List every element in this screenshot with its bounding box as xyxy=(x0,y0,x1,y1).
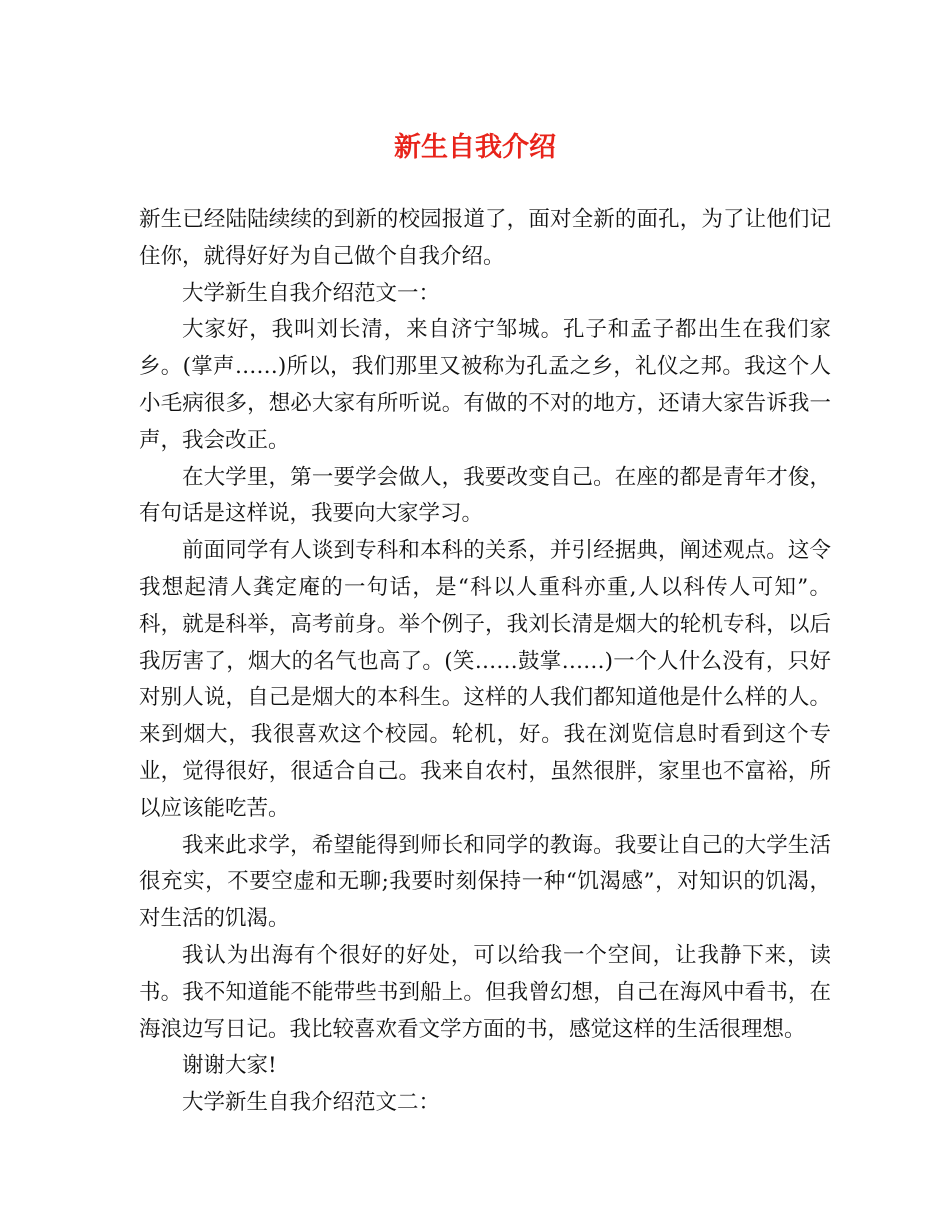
paragraph-university: 在大学里，第一要学会做人，我要改变自己。在座的都是青年才俊，有句话是这样说，我要向大家学习。 xyxy=(139,464,831,527)
paragraph-greeting: 大家好，我叫刘长清，来自济宁邹城。孔子和孟子都出生在我们家乡。(掌声……)所以，我们那里又被称为孔孟之乡，礼仪之邦。我这个人小毛病很多，想必大家有所听说。有做的不对的地方，还请大家告诉我一声，我会改正。 xyxy=(139,317,831,453)
document-title: 新生自我介绍 xyxy=(394,132,556,163)
paragraph-study-goals: 我来此求学，希望能得到师长和同学的教诲。我要让自己的大学生活很充实，不要空虚和无聊;我要时刻保持一种“饥渴感”，对知识的饥渴，对生活的饥渴。 xyxy=(139,832,831,932)
paragraph-sea: 我认为出海有个很好的好处，可以给我一个空间，让我静下来，读书。我不知道能不能带些书到船上。但我曾幻想，自己在海风中看书，在海浪边写日记。我比较喜欢看文学方面的书，感觉这样的生活很理想。 xyxy=(139,942,831,1042)
paragraph-specialty: 前面同学有人谈到专科和本科的关系，并引经据典，阐述观点。这令我想起清人龚定庵的一句话，是“科以人重科亦重,人以科传人可知”。科，就是科举，高考前身。举个例子，我刘长清是烟大的轮机专科，以后我厉害了，烟大的名气也高了。(笑……鼓掌……)一个人什么没有，只好对别人说，自己是烟大的本科生。这样的人我们都知道他是什么样的人。来到烟大，我很喜欢这个校园。轮机，好。我在浏览信息时看到这个专业，觉得很好，很适合自己。我来自农村，虽然很胖，家里也不富裕，所以应该能吃苦。 xyxy=(139,538,831,821)
intro-paragraph: 新生已经陆陆续续的到新的校园报道了，面对全新的面孔，为了让他们记住你，就得好好为自己做个自我介绍。 xyxy=(139,207,831,269)
paragraph-thanks: 谢谢大家! xyxy=(182,1053,277,1079)
section-heading-sample-one: 大学新生自我介绍范文一： xyxy=(182,280,441,306)
document-body xyxy=(139,202,831,1122)
section-heading-sample-two: 大学新生自我介绍范文二： xyxy=(182,1090,441,1116)
